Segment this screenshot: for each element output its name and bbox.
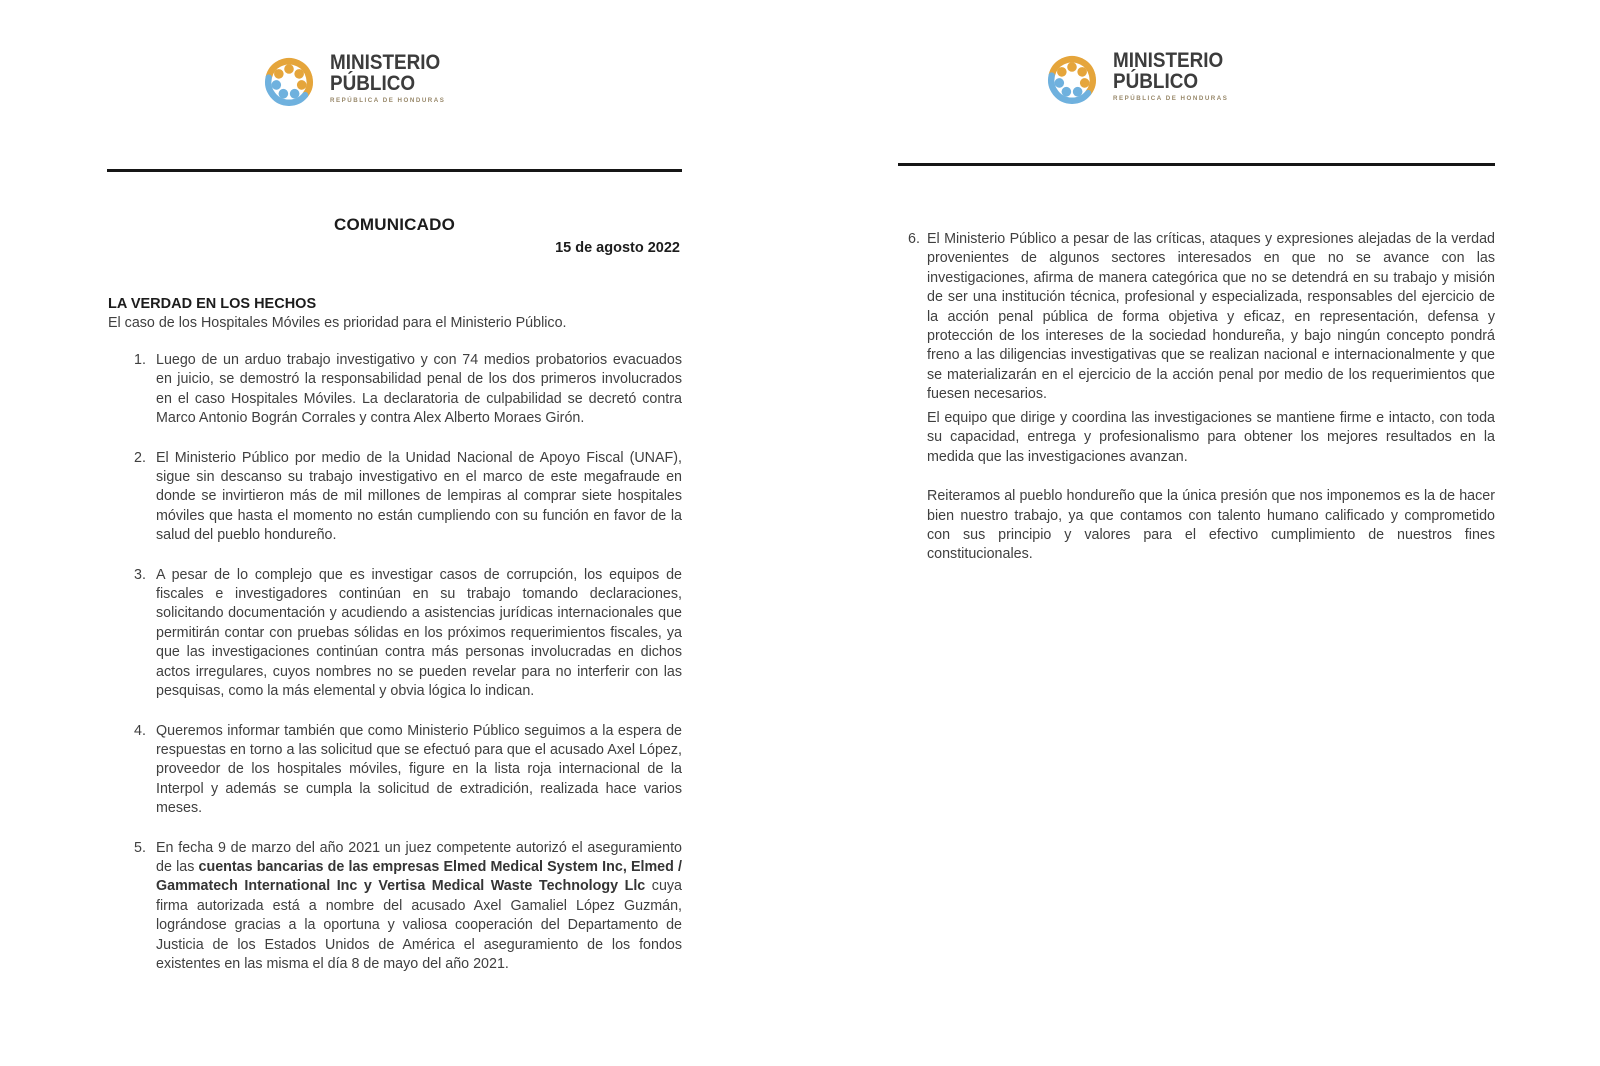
closing-paragraph: Reiteramos al pueblo hondureño que la única presión que nos imponemos es la de hacer bien nuestro trabajo, ya que contamos con talento humano calificado y comprometido con sus principio y valores para el efectivo cumplimiento de nuestros fines constitucionales. <box>927 488 1495 563</box>
closing-paragraph: El equipo que dirige y coordina las investigaciones se mantiene firme e intacto, con toda su capacidad, entrega y profesionalismo para obtener los mejores resultados en la medida que las investigaciones avanzan. <box>927 410 1495 465</box>
list-item <box>134 449 682 546</box>
logo-subtitle: REPÚBLICA DE HONDURAS <box>330 97 446 104</box>
numbered-list-page1 <box>107 351 682 994</box>
item-text-segment: En fecha 9 de marzo del año 2021 un juez competente autorizó el aseguramiento de las <box>156 839 682 875</box>
item-text: El Ministerio Público por medio de la Unidad Nacional de Apoyo Fiscal (UNAF), sigue sin descanso su trabajo investigativo en el marco de este megafraude en donde se invirtieron más de mil millones de lempiras al comprar siete hospitales móviles que hasta el momento no están cumpliendo con su función en favor de la salud del pueblo hondureño. <box>156 449 682 544</box>
list-item <box>134 839 682 975</box>
item-number: 1. <box>134 352 146 368</box>
header-divider <box>898 163 1495 166</box>
list-item <box>134 722 682 819</box>
item-number: 6. <box>908 231 920 247</box>
people-circle-logo-icon <box>1039 44 1105 116</box>
document-title: COMUNICADO <box>334 215 455 234</box>
item-number: 2. <box>134 449 146 466</box>
logo-subtitle: REPÚBLICA DE HONDURAS <box>1113 95 1229 102</box>
list-item <box>134 351 682 429</box>
list-item <box>908 230 1495 405</box>
ministerio-publico-logo <box>1039 44 1236 116</box>
company-names-emphasis: cuentas bancarias de las empresas Elmed Medical System Inc, Elmed / Gammatech International Inc y Vertisa Medical Waste Technology Llc <box>156 858 682 895</box>
item-text: A pesar de lo complejo que es investigar casos de corrupción, los equipos de fiscales e investigadores continúan en su trabajo tomando declaraciones, solicitando documentación y acudiendo a asistencias jurídicas internacionales que permitirán contar con pruebas sólidas en los próximos requerimientos fiscales, ya que las investigaciones continúan contra más personas involucradas en dichos actos irregulares, cuyos nombres no se pueden revelar para no interferir con las pesquisas, como la más elemental y obvia lógica lo indican. <box>156 566 682 700</box>
numbered-list-page2 <box>898 230 1495 425</box>
item-text: Luego de un arduo trabajo investigativo y con 74 medios probatorios evacuados en juicio, se demostró la responsabilidad penal de los dos primeros involucrados en el caso Hospitales Móviles. La declaratoria de culpabilidad se decretó contra Marco Antonio Bográn Corrales y contra Alex Alberto Moraes Girón. <box>156 352 682 427</box>
item-text <box>156 839 682 975</box>
item-number: 5. <box>134 839 146 856</box>
people-circle-logo-icon <box>256 46 322 118</box>
item-number: 3. <box>134 566 146 583</box>
logo-title-line1: MINISTERIO <box>1113 49 1224 72</box>
logo-title-line1: MINISTERIO <box>330 51 441 74</box>
page-1 <box>107 0 682 1066</box>
list-item <box>134 566 682 702</box>
logo-text <box>330 46 453 104</box>
closing-paragraphs <box>927 409 1495 565</box>
ministerio-publico-logo <box>256 46 453 118</box>
item-text-segment: cuya firma autorizada está a nombre del acusado Axel Gamaliel López Guzmán, lográndose gracias a la oportuna y valiosa cooperación del Departamento de Justicia de los Estados Unidos de América el aseguramiento de los fondos existentes en las misma el día 8 de mayo del año 2021. <box>156 878 682 972</box>
logo-text <box>1113 44 1236 102</box>
section-subheading: El caso de los Hospitales Móviles es prioridad para el Ministerio Público. <box>108 315 567 331</box>
logo-title-line2: PÚBLICO <box>330 72 416 95</box>
section-heading: LA VERDAD EN LOS HECHOS <box>108 296 317 312</box>
page-2 <box>898 0 1495 1066</box>
item-number: 4. <box>134 722 146 739</box>
header-divider <box>107 169 682 172</box>
document-date: 15 de agosto 2022 <box>555 240 680 256</box>
item-text: El Ministerio Público a pesar de las críticas, ataques y expresiones alejadas de la verdad provenientes de algunos sectores interesados en que no se avance con las investigaciones, afirma de manera categórica que no se detendrá en su trabajo y misión de ser una institución técnica, profesional y especializada, responsables del ejercicio de la acción penal pública de forma objetiva y eficaz, en representación, defensa y protección de los intereses de la sociedad hondureña, y bajo ningún concepto pondrá freno a las diligencias investigativas que se realizan nacional e internacionalmente y que se materializarán en el ejercicio de la acción penal por medio de los requerimientos que fuesen necesarios. <box>927 231 1495 403</box>
item-text: Queremos informar también que como Ministerio Público seguimos a la espera de respuestas en torno a las solicitud que se efectuó para que el acusado Axel López, proveedor de los hospitales móviles, figure en la lista roja internacional de la Interpol y además se cumpla la solicitud de extradición, realizada hace varios meses. <box>156 722 682 817</box>
logo-title-line2: PÚBLICO <box>1113 70 1199 93</box>
